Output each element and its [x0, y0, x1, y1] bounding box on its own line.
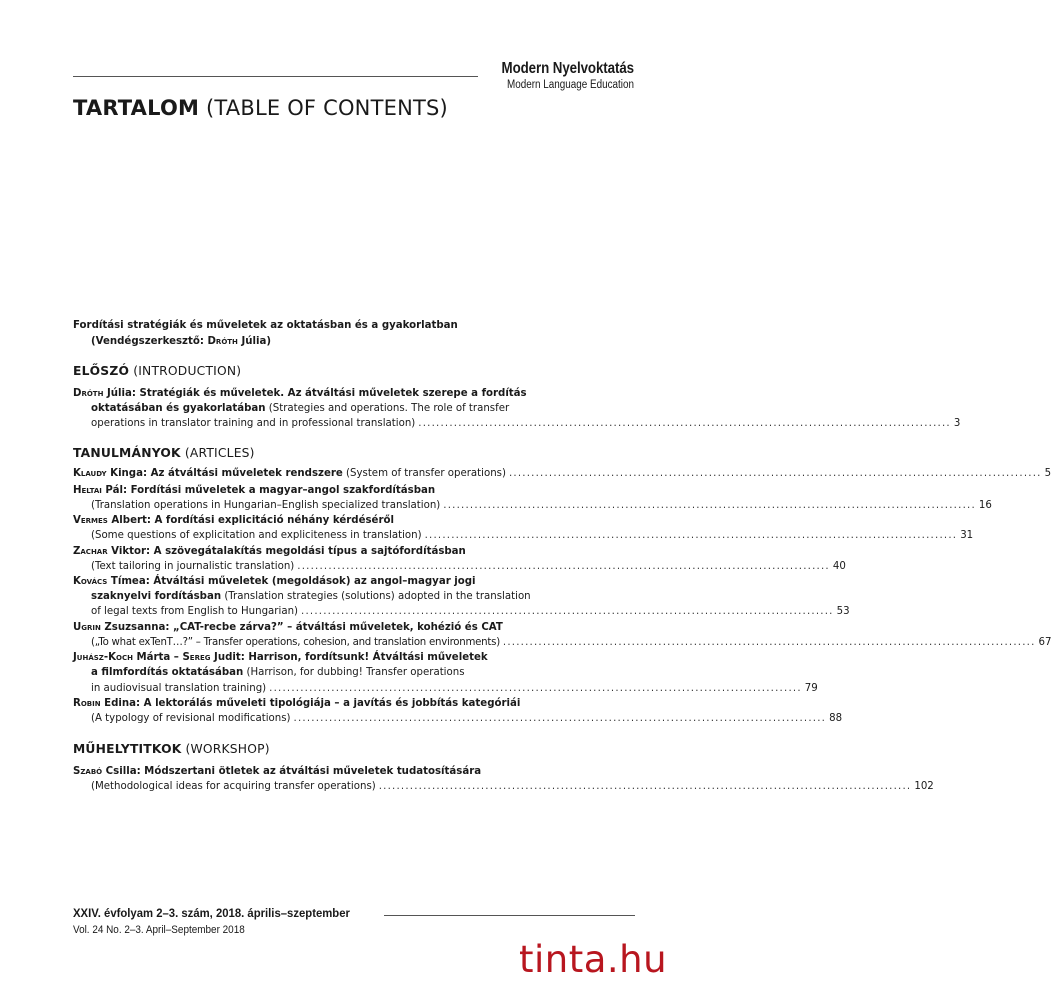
toc-entry-line[interactable]	[91, 499, 992, 512]
toc-entry-line[interactable]	[91, 402, 635, 415]
issue-info-en: Vol. 24 No. 2–3. April–September 2018	[73, 924, 245, 936]
toc-entry-line[interactable]	[91, 529, 974, 542]
toc-entry-line[interactable]	[91, 682, 818, 695]
section-name-en: (INTRODUCTION)	[129, 364, 242, 378]
toc-entry-line[interactable]	[73, 484, 635, 497]
entry-title: Júlia: Stratégiák és műveletek. Az átváltási műveletek szerepe a fordítás	[103, 388, 527, 399]
guest-editor	[91, 336, 271, 347]
dot-leader: ........................................................................................................................	[508, 468, 1042, 479]
toc-entry-line[interactable]	[91, 666, 635, 679]
dot-leader: ........................................................................................................................	[269, 683, 802, 694]
entry-title: Viktor: A szövegátalakítás megoldási típus a sajtófordításban	[107, 546, 466, 557]
guest-editor-suffix: Júlia)	[237, 336, 272, 347]
entry-title: Tímea: Átváltási műveletek (megoldások) az angol–magyar jogi	[107, 576, 476, 587]
entry-author-surname: Klaudy	[73, 468, 107, 479]
issue-info-hu: XXIV. évfolyam 2–3. szám, 2018. április–szeptember	[73, 906, 350, 920]
toc-entry-line[interactable]	[73, 575, 635, 588]
page-title-hu: TARTALOM	[73, 96, 200, 120]
toc-entry-line[interactable]	[73, 514, 635, 527]
entry-translation: („To what exTenT…?” – Transfer operations, cohesion, and translation environments)	[91, 637, 500, 648]
toc-entry-line[interactable]	[73, 621, 635, 634]
entry-title: Pál: Fordítási műveletek a magyar–angol szakfordításban	[101, 485, 436, 496]
guest-editor-surname: Dróth	[207, 336, 238, 347]
journal-name: Modern Nyelvoktatás	[501, 60, 634, 77]
entry-title-cont: oktatásában és gyakorlatában	[91, 403, 266, 414]
dot-leader: ........................................................................................................................	[424, 530, 958, 541]
toc-entry-line[interactable]	[73, 651, 635, 664]
publisher-logo: tinta.hu	[519, 938, 668, 981]
section-name-hu: ELŐSZÓ	[73, 364, 130, 378]
issue-theme-title: Fordítási stratégiák és műveletek az oktatásban és a gyakorlatban	[73, 320, 458, 331]
toc-entry-line[interactable]	[73, 387, 635, 400]
section-name-en: (WORKSHOP)	[181, 742, 270, 756]
entry-title: Kinga: Az átváltási műveletek rendszere	[106, 468, 343, 479]
dot-leader: ........................................................................................................................	[378, 781, 912, 792]
section-articles-heading	[73, 446, 255, 460]
toc-entry-line[interactable]	[91, 560, 846, 573]
dot-leader: ........................................................................................................................	[418, 418, 951, 429]
entry-page-number: 16	[978, 500, 992, 511]
page-title	[73, 96, 448, 120]
toc-entry-line[interactable]	[91, 417, 961, 430]
entry-translation: of legal texts from English to Hungarian)	[91, 606, 298, 617]
entry-author-surname: Robin	[73, 698, 101, 709]
entry-author-surname: Kovács	[73, 576, 108, 587]
entry-author-surname: Dróth	[73, 388, 104, 399]
entry-translation: in audiovisual translation training)	[91, 683, 267, 694]
toc-entry-line[interactable]	[73, 467, 1052, 480]
entry-title: Edina: A lektorálás műveleti tipológiája – a javítás és jobbítás kategóriái	[100, 698, 521, 709]
entry-translation: (A typology of revisional modifications)	[91, 713, 291, 724]
journal-subtitle: Modern Language Education	[506, 79, 634, 91]
dot-leader: ........................................................................................................................	[293, 713, 827, 724]
footer-rule	[384, 915, 635, 916]
entry-title: Judit: Harrison, fordítsunk! Átváltási műveletek	[210, 652, 488, 663]
section-name-en: (ARTICLES)	[180, 446, 255, 460]
entry-page-number: 102	[914, 781, 934, 792]
section-name-hu: TANULMÁNYOK	[73, 446, 181, 460]
dot-leader: ........................................................................................................................	[502, 637, 1036, 648]
guest-editor-prefix: (Vendégszerkesztő:	[91, 336, 208, 347]
toc-entry-line[interactable]	[91, 780, 934, 793]
entry-page-number: 31	[960, 530, 974, 541]
entry-translation: (Strategies and operations. The role of transfer	[265, 403, 510, 414]
toc-entry-line[interactable]	[91, 636, 1052, 649]
entry-author-surname: Heltai	[73, 485, 102, 496]
entry-author-surname: Zachar	[73, 546, 108, 557]
entry-page-number: 79	[804, 683, 818, 694]
entry-title: Albert: A fordítási explicitáció néhány kérdéséről	[107, 515, 394, 526]
entry-title: Zsuzsanna: „CAT-recbe zárva?” – átváltási műveletek, kohézió és CAT	[100, 622, 503, 633]
entry-page-number: 88	[829, 713, 843, 724]
entry-translation: operations in translator training and in professional translation)	[91, 418, 416, 429]
toc-entry-line[interactable]	[73, 545, 635, 558]
entry-translation: (Translation strategies (solutions) adopted in the translation	[221, 591, 531, 602]
dot-leader: ........................................................................................................................	[297, 561, 830, 572]
section-name-hu: MŰHELYTITKOK	[73, 742, 182, 756]
entry-author-surname: Sereg	[182, 652, 211, 663]
entry-page-number: 53	[836, 606, 850, 617]
toc-entry-line[interactable]	[73, 697, 635, 710]
entry-author-surname: Vermes	[73, 515, 108, 526]
dot-leader: ........................................................................................................................	[301, 606, 834, 617]
entry-author-surname: Szabó	[73, 766, 103, 777]
section-introduction-heading	[73, 364, 241, 378]
entry-title: Csilla: Módszertani ötletek az átváltási műveletek tudatosítására	[102, 766, 482, 777]
entry-author-surname: Ugrin	[73, 622, 101, 633]
toc-entry-line[interactable]	[73, 765, 635, 778]
entry-translation: (Text tailoring in journalistic translation)	[91, 561, 295, 572]
entry-author-rest: Márta –	[132, 652, 183, 663]
entry-title-cont: szaknyelvi fordításban	[91, 591, 222, 602]
entry-translation: (Harrison, for dubbing! Transfer operations	[243, 667, 465, 678]
entry-page-number: 5	[1044, 468, 1052, 479]
entry-title-cont: a filmfordítás oktatásában	[91, 667, 244, 678]
toc-entry-line[interactable]	[91, 712, 843, 725]
entry-page-number: 3	[953, 418, 961, 429]
section-workshop-heading	[73, 742, 270, 756]
entry-page-number: 40	[832, 561, 846, 572]
entry-translation: (Some questions of explicitation and expliciteness in translation)	[91, 530, 422, 541]
toc-entry-line[interactable]	[91, 590, 635, 603]
dot-leader: ........................................................................................................................	[443, 500, 976, 511]
header-rule	[73, 76, 478, 77]
entry-translation: (Translation operations in Hungarian–English specialized translation)	[91, 500, 441, 511]
page-title-en: (TABLE OF CONTENTS)	[199, 96, 448, 120]
entry-translation: (System of transfer operations)	[342, 468, 506, 479]
entry-page-number: 67	[1038, 637, 1052, 648]
entry-author-surname: Juhász-Koch	[73, 652, 133, 663]
toc-entry-line[interactable]	[91, 605, 850, 618]
entry-translation: (Methodological ideas for acquiring transfer operations)	[91, 781, 376, 792]
